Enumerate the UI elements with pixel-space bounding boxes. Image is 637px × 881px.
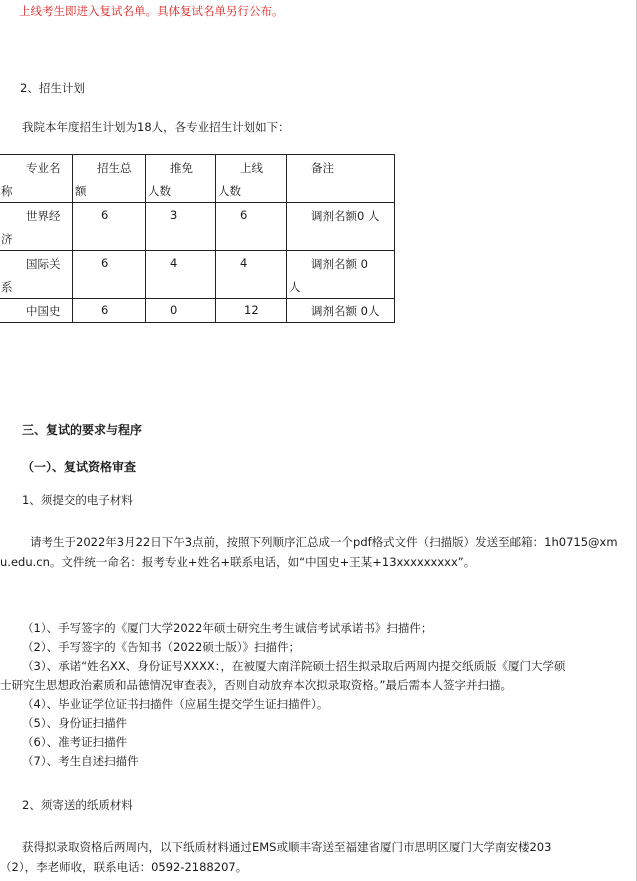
header-exempt-l2: 人数 [148, 184, 171, 198]
header-note: 备注 [311, 161, 334, 175]
p1-line2: u.edu.cn。文件统一命名：报考专业+姓名+联系电话，如“中国史+王某+13xxxxxxxxx”。 [0, 555, 476, 569]
row3-note: 调剂名额 0人 [311, 304, 380, 318]
row1-total: 6 [101, 208, 109, 222]
header-online-l2: 人数 [218, 184, 241, 198]
row2-note-l2: 人 [289, 280, 301, 294]
header-major-l2: 称 [1, 184, 13, 198]
list-item: （5）、身份证扫描件 [22, 716, 128, 730]
enrollment-plan-table [0, 154, 395, 323]
row3-exempt: 0 [170, 303, 178, 317]
row2-exempt: 4 [170, 256, 178, 270]
header-exempt-l1: 推免 [170, 161, 193, 175]
table-row [0, 251, 395, 299]
p2-line2: （2），李老师收，联系电话：0592-2188207。 [0, 860, 248, 874]
section2-intro: 我院本年度招生计划为18人，各专业招生计划如下： [22, 120, 290, 134]
p1-line1: 请考生于2022年3月22日下午3点前，按照下列顺序汇总成一个pdf格式文件（扫描版）发送至邮箱：1h0715@xm [30, 535, 618, 549]
list-item: （6）、准考证扫描件 [22, 735, 128, 749]
notice-text: 上线考生即进入复试名单。具体复试名单另行公布。 [19, 4, 284, 18]
row2-note-l1: 调剂名额 0 [311, 257, 368, 271]
row1-note: 调剂名额0 人 [311, 209, 380, 223]
row1-online: 6 [240, 208, 248, 222]
list-item: （4）、毕业证学位证书扫描件（应届生提交学生证扫描件）。 [22, 697, 329, 711]
list-item: 士研究生思想政治素质和品德情况审查表》，否则自动放弃本次拟录取资格。”最后需本人签字并扫描。 [0, 678, 512, 692]
list-item: （3）、承诺“姓名XX、身份证号XXXX：，在被厦大南洋院硕士招生拟录取后两周内提交纸质版《厦门大学硕 [22, 659, 566, 673]
header-total-l1: 招生总 [97, 161, 132, 175]
row1-exempt: 3 [170, 208, 178, 222]
row3-total: 6 [101, 303, 109, 317]
item1-heading: 1、须提交的电子材料 [22, 493, 133, 507]
table-row [0, 203, 395, 251]
row3-online: 12 [244, 303, 259, 317]
p2-line1: 获得拟录取资格后两周内，以下纸质材料通过EMS或顺丰寄送至福建省厦门市思明区厦门大学南安楼203 [22, 840, 552, 854]
row2-major-l1: 国际关 [26, 257, 61, 271]
header-major-l1: 专业名 [26, 161, 61, 175]
section3-sub1: （一）、复试资格审查 [22, 460, 137, 474]
row1-major-l2: 济 [1, 232, 13, 246]
table-header-row [0, 155, 395, 203]
row1-major-l1: 世界经 [26, 209, 61, 223]
section2-heading: 2、招生计划 [20, 81, 85, 95]
section3-heading: 三、复试的要求与程序 [22, 423, 143, 437]
list-item: （2）、手写签字的《告知书（2022硕士版）》扫描件； [22, 640, 301, 654]
table-row [0, 299, 395, 323]
row2-major-l2: 系 [1, 280, 13, 294]
item2-heading: 2、须寄送的纸质材料 [22, 798, 133, 812]
list-item: （7）、考生自述扫描件 [22, 754, 139, 768]
row3-major: 中国史 [26, 304, 61, 318]
list-item: （1）、手写签字的《厦门大学2022年硕士研究生考生诚信考试承诺书》扫描件； [22, 621, 433, 635]
header-online-l1: 上线 [240, 161, 263, 175]
header-total-l2: 额 [75, 184, 87, 198]
row2-online: 4 [240, 256, 248, 270]
row2-total: 6 [101, 256, 109, 270]
